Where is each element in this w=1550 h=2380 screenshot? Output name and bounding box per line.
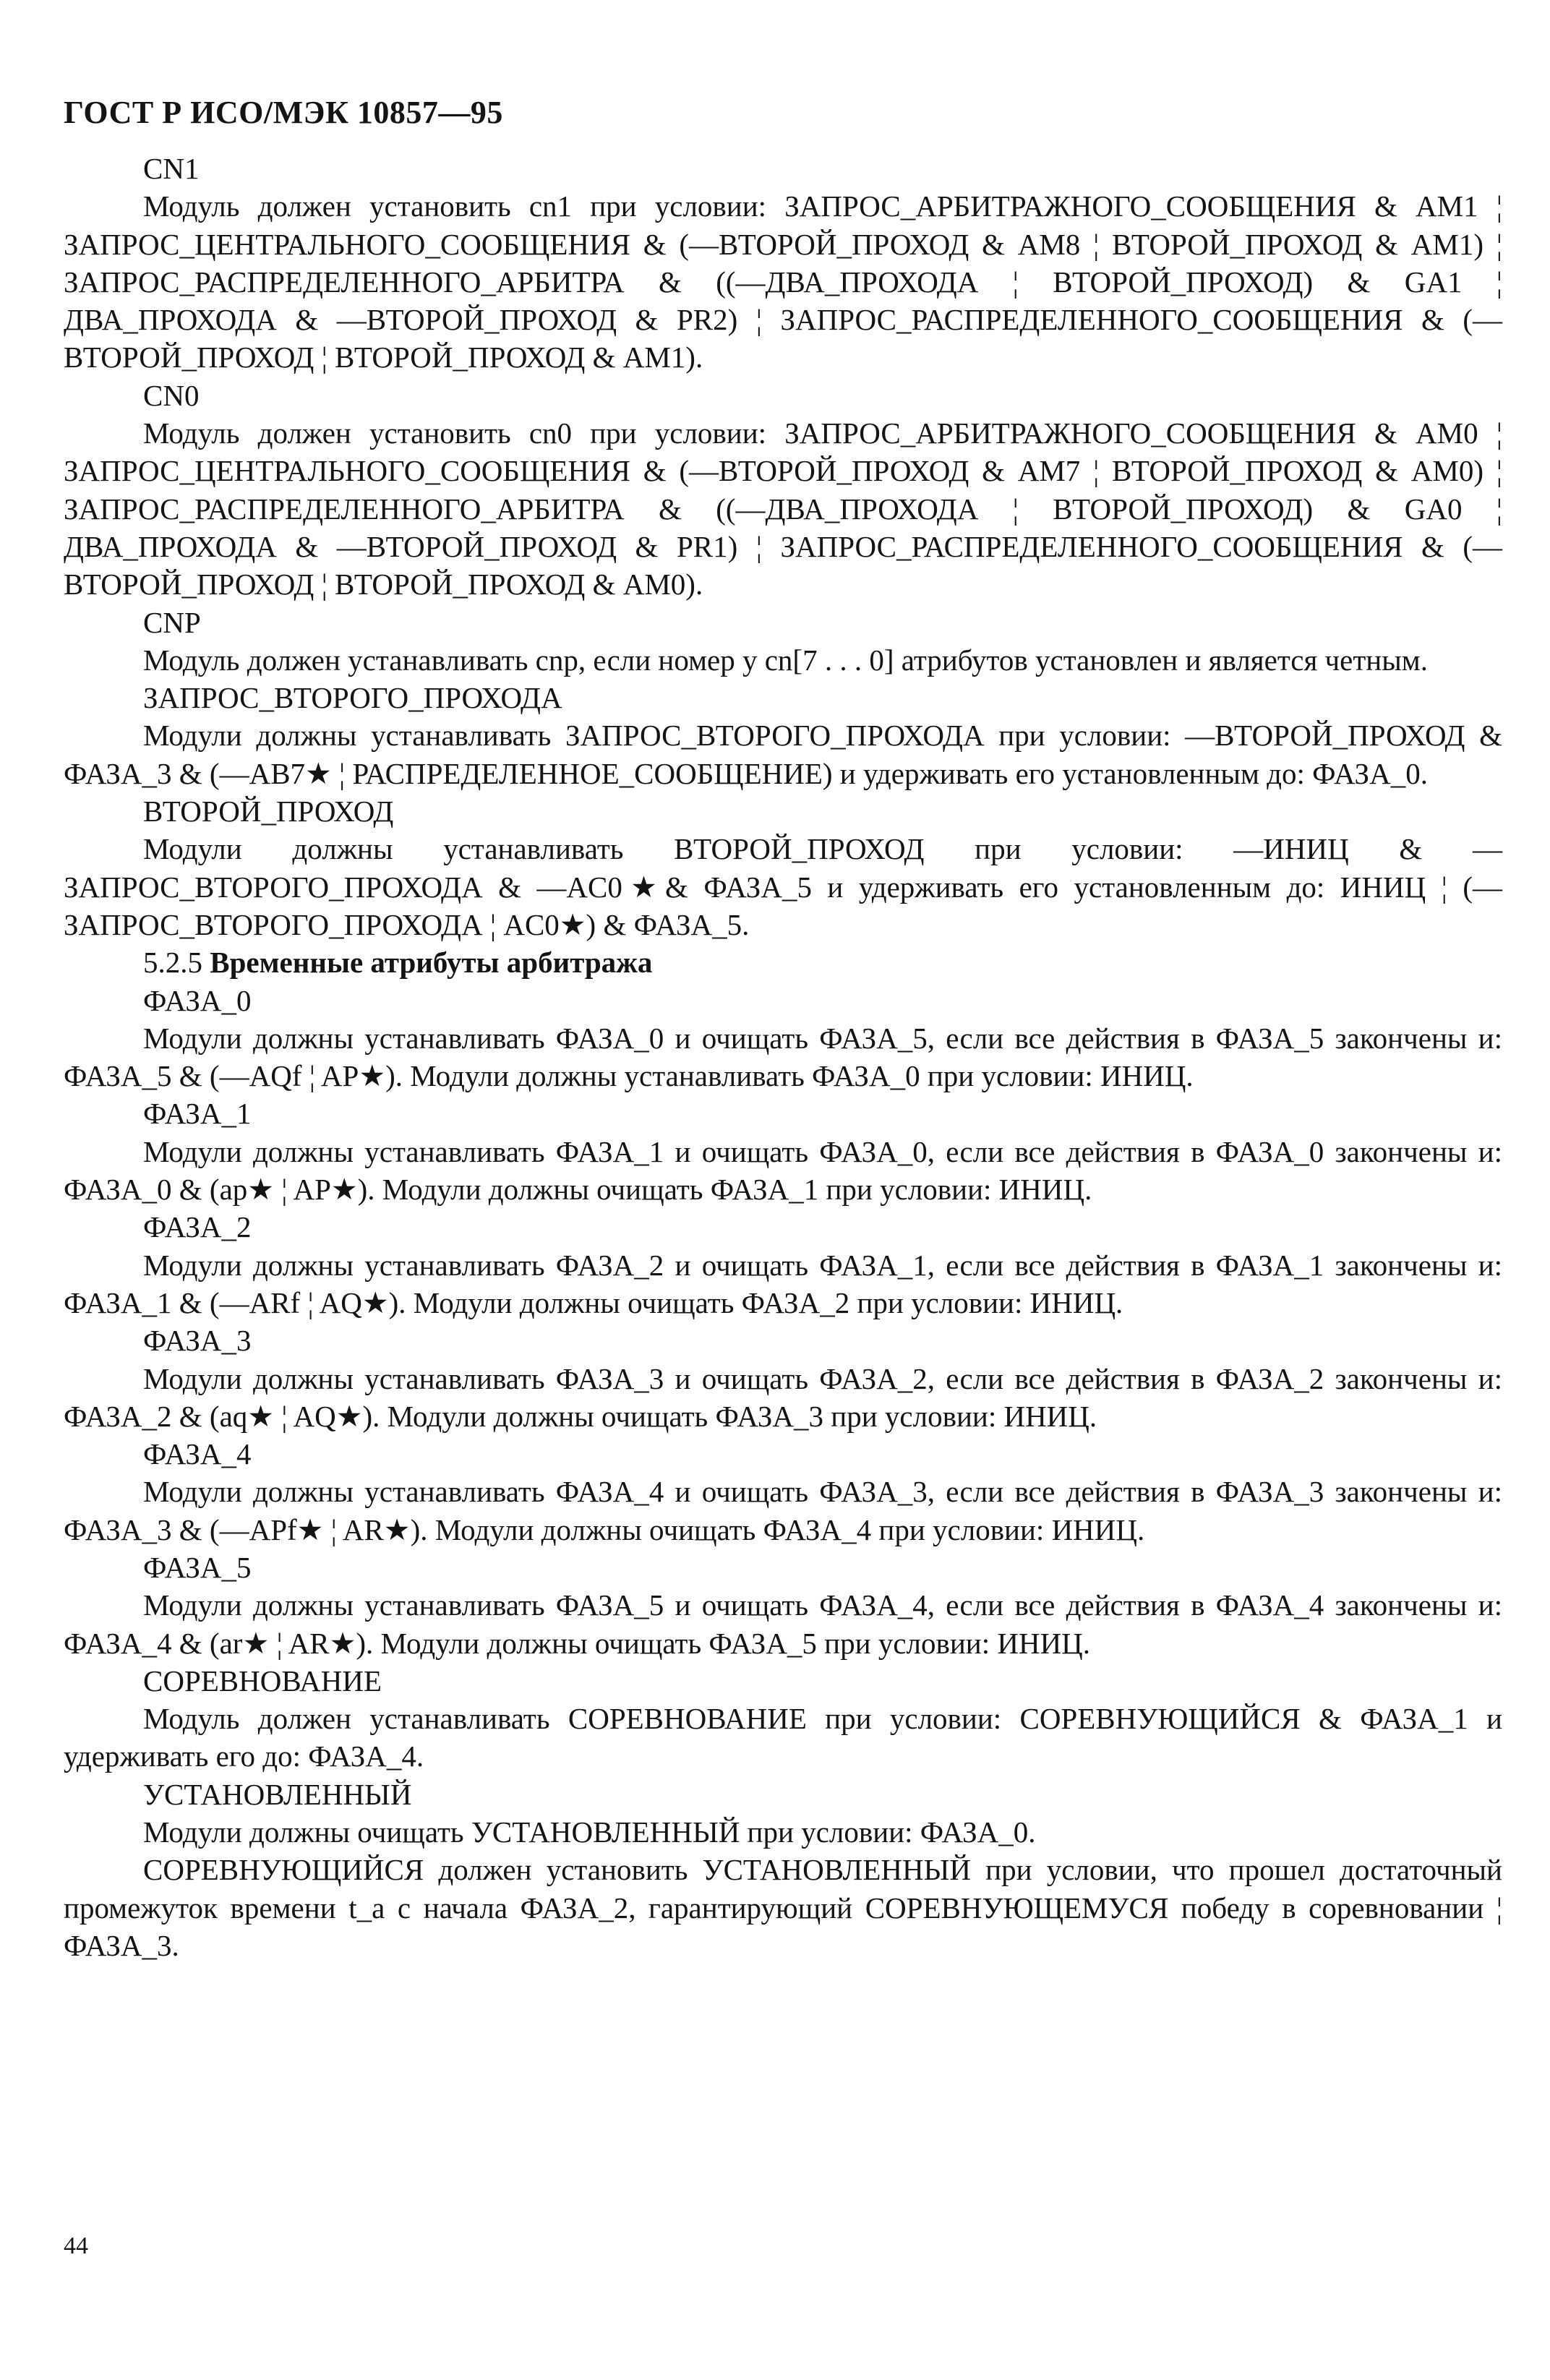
paragraph: Модули должны устанавливать ВТОРОЙ_ПРОХОД при условии: —ИНИЦ & —ЗАПРОС_ВТОРОГО_ПРОХОДА & —AC0★& ФАЗА_5 и удерживать его установленным до: ИНИЦ ¦ (—ЗАПРОС_ВТОРОГО_ПРОХОДА ¦ AC0★) & ФАЗА_5. [64,832,1502,941]
attribute-heading: ФАЗА_1 [143,1097,252,1131]
paragraph: Модули должны устанавливать ЗАПРОС_ВТОРОГО_ПРОХОДА при условии: —ВТОРОЙ_ПРОХОД & ФАЗА_3 & (—AB7★ ¦ РАСПРЕДЕЛЕННОЕ_СООБЩЕНИЕ) и удерживать его установленным до: ФАЗА_0. [64,719,1502,790]
attribute-heading: ВТОРОЙ_ПРОХОД [143,795,394,829]
attribute-heading: CN0 [143,378,200,412]
page-number: 44 [64,2233,88,2259]
paragraph: Модули должны устанавливать ФАЗА_4 и очищать ФАЗА_3, если все действия в ФАЗА_3 закончены и: ФАЗА_3 & (—APf★ ¦ AR★). Модули должны очищать ФАЗА_4 при условии: ИНИЦ. [64,1475,1502,1546]
attribute-heading: CN1 [143,152,200,185]
paragraph: Модули должны устанавливать ФАЗА_3 и очищать ФАЗА_2, если все действия в ФАЗА_2 закончены и: ФАЗА_2 & (aq★ ¦ AQ★). Модули должны очищать ФАЗА_3 при условии: ИНИЦ. [64,1361,1502,1433]
paragraph: Модули должны устанавливать ФАЗА_5 и очищать ФАЗА_4, если все действия в ФАЗА_4 закончены и: ФАЗА_4 & (ar★ ¦ AR★). Модули должны очищать ФАЗА_5 при условии: ИНИЦ. [64,1588,1502,1660]
section-number: 5.2.5 [143,946,202,980]
attribute-heading: ФАЗА_4 [143,1437,252,1471]
document-page [64,94,1502,1964]
section-title: Временные атрибуты арбитража [210,946,653,980]
paragraph: Модуль должен устанавливать СОРЕВНОВАНИЕ при условии: СОРЕВНУЮЩИЙСЯ & ФАЗА_1 и удерживать его до: ФАЗА_4. [64,1702,1502,1773]
attribute-heading: СОРЕВНОВАНИЕ [143,1664,382,1698]
attribute-heading: ФАЗА_3 [143,1324,252,1358]
paragraph: Модули должны устанавливать ФАЗА_1 и очищать ФАЗА_0, если все действия в ФАЗА_0 закончены и: ФАЗА_0 & (ap★ ¦ AP★). Модули должны очищать ФАЗА_1 при условии: ИНИЦ. [64,1134,1502,1207]
paragraph: СОРЕВНУЮЩИЙСЯ должен установить УСТАНОВЛЕННЫЙ при условии, что прошел достаточный промежуток времени t_a с начала ФАЗА_2, гарантирующий СОРЕВНУЮЩЕМУСЯ победу в соревновании ¦ ФАЗА_3. [64,1853,1502,1962]
paragraph: Модуль должен установить cn0 при условии: ЗАПРОС_АРБИТРАЖНОГО_СООБЩЕНИЯ & AM0 ¦ ЗАПРОС_ЦЕНТРАЛЬНОГО_СООБЩЕНИЯ & (—ВТОРОЙ_ПРОХОД & AM7 ¦ ВТОРОЙ_ПРОХОД & AM0) ¦ ЗАПРОС_РАСПРЕДЕЛЕННОГО_АРБИТРА & ((—ДВА_ПРОХОДА ¦ ВТОРОЙ_ПРОХОД) & GA0 ¦ ДВА_ПРОХОДА & —ВТОРОЙ_ПРОХОД & PR1) ¦ ЗАПРОС_РАСПРЕДЕЛЕННОГО_СООБЩЕНИЯ & (—ВТОРОЙ_ПРОХОД ¦ ВТОРОЙ_ПРОХОД & AM0). [64,416,1502,602]
paragraph: Модуль должен установить cn1 при условии: ЗАПРОС_АРБИТРАЖНОГО_СООБЩЕНИЯ & AM1 ¦ ЗАПРОС_ЦЕНТРАЛЬНОГО_СООБЩЕНИЯ & (—ВТОРОЙ_ПРОХОД & AM8 ¦ ВТОРОЙ_ПРОХОД & AM1) ¦ ЗАПРОС_РАСПРЕДЕЛЕННОГО_АРБИТРА & ((—ДВА_ПРОХОДА ¦ ВТОРОЙ_ПРОХОД) & GA1 ¦ ДВА_ПРОХОДА & —ВТОРОЙ_ПРОХОД & PR2) ¦ ЗАПРОС_РАСПРЕДЕЛЕННОГО_СООБЩЕНИЯ & (—ВТОРОЙ_ПРОХОД ¦ ВТОРОЙ_ПРОХОД & AM1). [64,189,1502,374]
attribute-heading: CNP [143,605,201,639]
paragraph: Модули должны устанавливать ФАЗА_2 и очищать ФАЗА_1, если все действия в ФАЗА_1 закончены и: ФАЗА_1 & (—ARf ¦ AQ★). Модули должны очищать ФАЗА_2 при условии: ИНИЦ. [64,1248,1502,1319]
attribute-heading: УСТАНОВЛЕННЫЙ [143,1777,412,1811]
paragraph: Модули должны очищать УСТАНОВЛЕННЫЙ при условии: ФАЗА_0. [143,1815,1036,1849]
section-heading [64,943,1502,981]
attribute-heading: ФАЗА_5 [143,1550,252,1584]
document-header: ГОСТ Р ИСО/МЭК 10857—95 [64,95,503,130]
paragraph: Модуль должен устанавливать cnp, если номер у cn[7 . . . 0] атрибутов установлен и является четным. [143,643,1428,677]
paragraph: Модули должны устанавливать ФАЗА_0 и очищать ФАЗА_5, если все действия в ФАЗА_5 закончены и: ФАЗА_5 & (—AQf ¦ AP★). Модули должны устанавливать ФАЗА_0 при условии: ИНИЦ. [64,1021,1502,1093]
attribute-heading: ЗАПРОС_ВТОРОГО_ПРОХОДА [143,681,562,715]
document-body [64,150,1502,1964]
attribute-heading: ФАЗА_2 [143,1210,252,1244]
attribute-heading: ФАЗА_0 [143,983,252,1017]
